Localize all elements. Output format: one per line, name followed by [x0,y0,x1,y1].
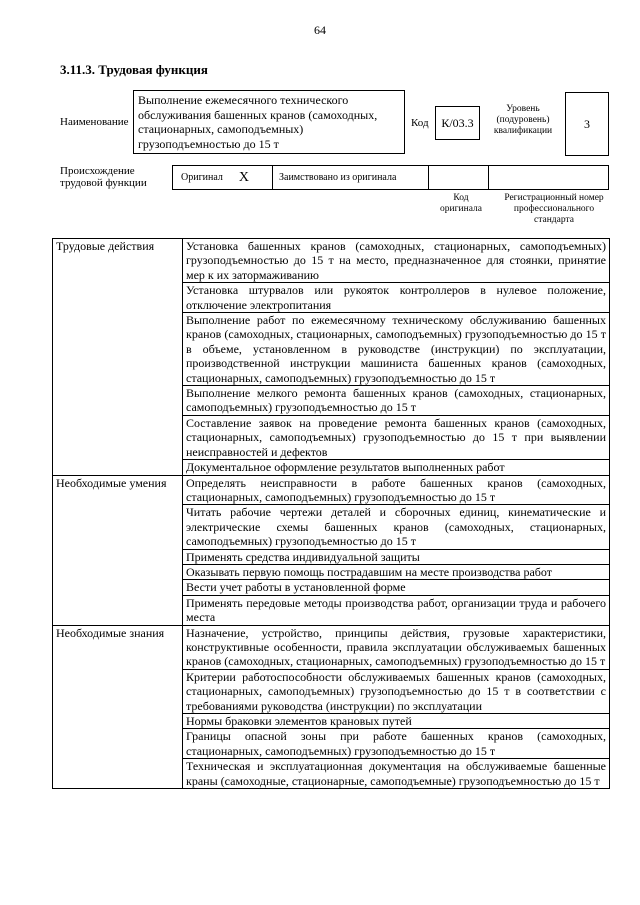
function-details-table [52,238,610,789]
table-cell: Применять передовые методы производства работ, организации труда и рабочего места [183,595,610,625]
table-cell: Оказывать первую помощь пострадавшим на месте производства работ [183,564,610,579]
name-label: Наименование [60,116,129,128]
table-cell: Назначение, устройство, принципы действия, грузовые характеристики, конструктивные особенности, правила эксплуатации обслуживаемых башенных кранов (самоходных, стационарных, самоподъемных) грузоподъемностью до 15 т [183,625,610,669]
page-number: 64 [314,23,326,37]
function-code-box: К/03.3 [435,106,480,140]
qualification-level-box: 3 [565,92,609,156]
original-mark: X [238,169,250,185]
table-cell: Читать рабочие чертежи деталей и сборочных единиц, кинематические и электрические схемы башенных кранов (самоходных, стационарных, самоподъемных) грузоподъемностью до 15 т [183,505,610,549]
original-label: Оригинал [181,172,223,183]
table-cell: Определять неисправности в работе башенных кранов (самоходных, стационарных, самоподъемных) грузоподъемностью до 15 т [183,475,610,505]
table-row [53,625,610,669]
table-cell: Вести учет работы в установленной форме [183,580,610,595]
table-cell: Документальное оформление результатов выполненных работ [183,460,610,475]
borrowed-cell: Заимствовано из оригинала [273,166,429,189]
table-cell: Техническая и эксплуатационная документация на обслуживаемые башенные краны (самоходные, стационарные, самоподъемные) грузоподъемностью до 15 т [183,759,610,789]
origin-code-cell [429,166,489,189]
section-title-skills: Необходимые умения [53,475,183,625]
table-cell: Установка башенных кранов (самоходных, стационарных, самоподъемных) грузоподъемностью до 15 т на место, предназначенное для стоянки, принятие мер к их затормаживанию [183,239,610,283]
reg-number-caption: Регистрационный номер профессионального стандарта [504,193,604,225]
table-cell: Выполнение работ по ежемесячному техническому обслуживанию башенных кранов (самоходных, стационарных, самоподъемных) грузоподъемностью до 15 т в объеме, установленном в руководстве (инструкции) по эксплуатации, производственной инструкции машиниста башенных кранов (самоходных, стационарных, самоподъемных) грузоподъемностью до 15 т [183,313,610,386]
code-original-caption: Код оригинала [440,193,482,214]
original-cell [173,166,273,189]
table-cell: Применять средства индивидуальной защиты [183,549,610,564]
code-label: Код [411,117,429,129]
section-title-actions: Трудовые действия [53,239,183,476]
table-cell: Нормы браковки элементов крановых путей [183,714,610,729]
reg-number-cell [489,166,608,189]
table-cell: Составление заявок на проведение ремонта башенных кранов (самоходных, стационарных, самоподъемных) грузоподъемностью до 15 т при выявлении неисправностей и дефектов [183,415,610,459]
table-cell: Выполнение мелкого ремонта башенных кранов (самоходных, стационарных, самоподъемных) грузоподъемностью до 15 т [183,386,610,416]
origin-row [172,165,609,190]
function-name-box: Выполнение ежемесячного технического обслуживания башенных кранов (самоходных, стационарных, самоподъемных) грузоподъемностью до 15 т [133,90,405,154]
table-cell: Установка штурвалов или рукояток контроллеров в нулевое положение, отключение электропитания [183,283,610,313]
level-label: Уровень (подуровень) квалификации [493,104,553,136]
table-cell: Границы опасной зоны при работе башенных кранов (самоходных, стационарных, самоподъемных) грузоподъемностью до 15 т [183,729,610,759]
table-cell: Критерии работоспособности обслуживаемых башенных кранов (самоходных, стационарных, самоподъемных) грузоподъемностью до 15 т в соответствии с требованиями руководства (инструкции) по эксплуатации [183,669,610,713]
section-title-knowledge: Необходимые знания [53,625,183,788]
table-row [53,239,610,283]
section-title: 3.11.3. Трудовая функция [60,62,208,77]
origin-label: Происхождение трудовой функции [60,165,147,189]
table-row [53,475,610,505]
